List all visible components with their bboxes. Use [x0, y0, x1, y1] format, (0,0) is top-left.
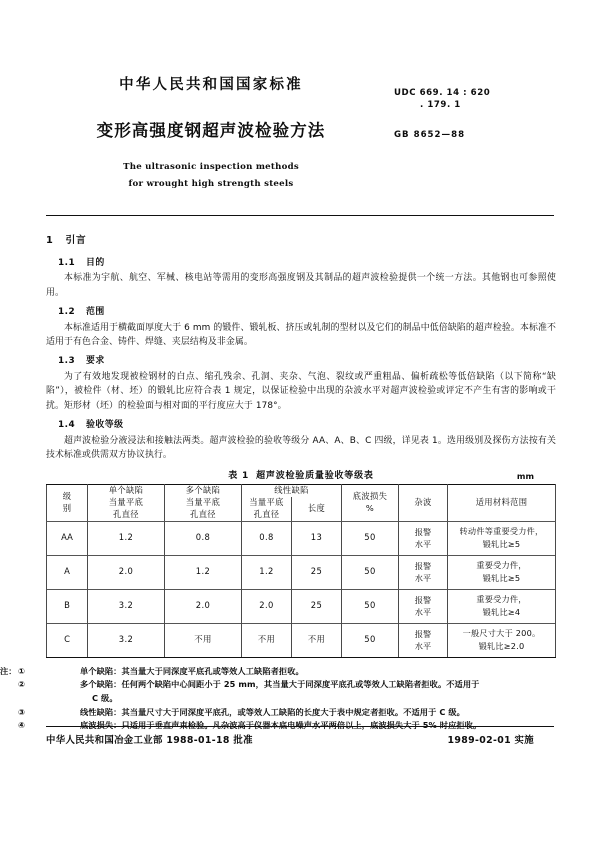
- cell-noise: [399, 623, 448, 657]
- table-note-text: 多个缺陷：任何两个缺陷中心间距小于 25 mm，其当量大于同深度平底孔或等效人工缺陷者拒收。不适用于: [80, 679, 480, 690]
- cell-linear-diameter: 0.8: [242, 521, 292, 555]
- cell-noise-line-2: 水平: [414, 573, 432, 584]
- footer-effective-date: 1989-02-01 实施: [447, 735, 534, 746]
- column-header-multi-defect: [165, 485, 242, 521]
- masthead-code-block: [394, 88, 554, 140]
- cell-noise-line-2: 水平: [414, 607, 432, 618]
- table-note-item: [18, 706, 556, 720]
- column-header-single-defect-sub-2: 孔直径: [113, 508, 139, 519]
- column-header-linear-diameter-line-1: 当量平底: [249, 497, 284, 508]
- standard-organization: 中华人民共和国国家标准: [119, 77, 303, 93]
- column-header-linear-defect: 线性缺陷: [242, 485, 342, 497]
- cell-multi-defect: 0.8: [165, 521, 242, 555]
- table-note-item: [18, 678, 556, 692]
- table-row: [47, 555, 556, 589]
- cell-single-defect: 2.0: [88, 555, 165, 589]
- cell-multi-defect: 1.2: [165, 555, 242, 589]
- udc-number-line-2: . 179. 1: [420, 100, 461, 110]
- page-footer: [46, 732, 554, 748]
- cell-linear-length: 25: [292, 555, 342, 589]
- cell-scope: [448, 521, 556, 555]
- footer-issuer: 中华人民共和国冶金工业部 1988-01-18 批准: [46, 735, 253, 746]
- column-header-linear-length: 长度: [292, 497, 342, 521]
- table-note-mark: ③: [18, 706, 26, 717]
- column-header-linear-diameter: [242, 497, 292, 521]
- subsection-1-3-paragraph: 为了有效地发现被检钢材的白点、缩孔残余、孔洞、夹杂、气泡、裂纹或严重粗晶、偏析疏松等低倍缺陷（以下简称“缺陷”），被检件（材、坯）的锻轧比应符合表 1 规定，以保证检验中出现的杂波水平对超声波检验或评定不产生有害的影响或干扰。矩形材（坯）的检验面与相对面的平行度应大于 178°。: [46, 371, 556, 411]
- table-row: [47, 623, 556, 657]
- cell-linear-length: 不用: [292, 623, 342, 657]
- cell-single-defect: 3.2: [88, 589, 165, 623]
- column-header-multi-defect-title: 多个缺陷: [185, 485, 221, 496]
- subsection-1-3-heading: [46, 354, 556, 368]
- cell-scope-line-1: 转动件等重要受力件，: [459, 525, 544, 536]
- subsection-1-1: [46, 256, 556, 300]
- cell-scope: [448, 555, 556, 589]
- cell-scope-line-2: 锻轧比≥5: [482, 573, 521, 584]
- cell-scope-line-2: 锻轧比≥2.0: [478, 641, 525, 652]
- cell-noise-line-2: 水平: [414, 641, 432, 652]
- subsection-1-2-title: 范围: [86, 307, 105, 318]
- table-note-text: 底波损失：只适用于垂直声束检验。凡杂波高于仪器本底电噪声水平两倍以上，底波损失大于 5% 时应拒收。: [80, 720, 482, 731]
- table-caption-text: 超声波检验质量验收等级表: [256, 471, 374, 482]
- standard-subtitle-line-1: The ultrasonic inspection methods: [123, 162, 299, 172]
- cell-linear-diameter: 2.0: [242, 589, 292, 623]
- table-note-continuation: C 级。: [92, 692, 118, 703]
- cell-single-defect: 3.2: [88, 623, 165, 657]
- column-header-single-defect-sub-1: 当量平底: [108, 497, 144, 508]
- subsection-1-1-title: 目的: [86, 257, 105, 268]
- subsection-1-2-number: 1.2: [58, 307, 76, 318]
- column-header-grade-line-2: 别: [62, 503, 72, 514]
- table-header-row-top: [47, 485, 556, 497]
- column-header-linear-diameter-line-2: 孔直径: [253, 508, 280, 519]
- cell-linear-length: 25: [292, 589, 342, 623]
- standard-code: GB 8652—88: [394, 130, 466, 140]
- cell-scope: [448, 589, 556, 623]
- table-note-text: 单个缺陷：其当量大于同深度平底孔或等效人工缺陷者拒收。: [80, 665, 304, 676]
- subsection-1-1-number: 1.1: [58, 257, 76, 268]
- cell-bottom-echo-loss: 50: [342, 589, 399, 623]
- table-notes: [0, 665, 556, 733]
- cell-noise-line-1: 报警: [414, 628, 432, 639]
- cell-scope-line-1: 重要受力件，: [476, 559, 527, 570]
- table-caption-number: 表 1: [228, 471, 250, 482]
- table-notes-label: 注：: [0, 665, 17, 676]
- cell-linear-diameter: 不用: [242, 623, 292, 657]
- cell-noise-line-2: 水平: [414, 539, 432, 550]
- table-head: [47, 485, 556, 521]
- column-header-multi-defect-sub-1: 当量平底: [185, 497, 221, 508]
- subsection-1-2-paragraph: 本标准适用于横截面厚度大于 6 mm 的锻件、锻轧板、挤压或轧制的型材以及它们的制品中低倍缺陷的超声检验。本标准不适用于有色合金、铸件、焊缝、夹层结构及非金属。: [46, 322, 556, 347]
- cell-noise-line-1: 报警: [414, 594, 432, 605]
- cell-scope: [448, 623, 556, 657]
- subsection-1-1-heading: [46, 256, 556, 270]
- column-header-noise: 杂波: [399, 485, 448, 521]
- document-body: [0, 233, 556, 733]
- subsection-1-1-paragraph: 本标准为宇航、航空、军械、核电站等需用的变形高强度钢及其制品的超声波检验提供一个统一方法。其他钢也可参照使用。: [46, 273, 556, 298]
- udc-number-line-1: UDC 669. 14 : 620: [394, 88, 491, 98]
- subsection-1-4: [46, 418, 556, 462]
- column-header-bottom-echo-loss-line-2: %: [365, 503, 375, 514]
- cell-grade: B: [47, 589, 88, 623]
- cell-scope-line-2: 锻轧比≥4: [482, 607, 521, 618]
- acceptance-grade-table: [46, 484, 556, 657]
- column-header-single-defect: [88, 485, 165, 521]
- cell-noise-line-1: 报警: [414, 560, 432, 571]
- cell-grade: AA: [47, 521, 88, 555]
- table-note-mark: ②: [18, 679, 26, 690]
- masthead-divider: [46, 215, 554, 216]
- cell-noise: [399, 521, 448, 555]
- subsection-1-3-title: 要求: [86, 356, 105, 367]
- subsection-1-4-heading: [46, 418, 556, 432]
- section-number: 1: [46, 235, 54, 246]
- column-header-scope: 适用材料范围: [448, 485, 556, 521]
- column-header-bottom-echo-loss-line-1: 底波损失: [352, 491, 388, 502]
- cell-multi-defect: 不用: [165, 623, 242, 657]
- cell-bottom-echo-loss: 50: [342, 623, 399, 657]
- table-unit-label: mm: [516, 471, 534, 482]
- table-note-text: 线性缺陷：其当量尺寸大于同深度平底孔，或等效人工缺陷的长度大于表中规定者拒收。不适用于 C 级。: [80, 706, 465, 717]
- table-caption: [46, 469, 556, 484]
- cell-scope-line-1: 重要受力件，: [476, 593, 527, 604]
- cell-linear-diameter: 1.2: [242, 555, 292, 589]
- table-caption-row: [46, 469, 556, 483]
- column-header-single-defect-title: 单个缺陷: [108, 485, 144, 496]
- column-header-grade: [47, 485, 88, 521]
- cell-noise: [399, 589, 448, 623]
- cell-linear-length: 13: [292, 521, 342, 555]
- cell-multi-defect: 2.0: [165, 589, 242, 623]
- table-row: [47, 589, 556, 623]
- column-header-multi-defect-sub-2: 孔直径: [190, 508, 216, 519]
- section-heading: [46, 233, 556, 249]
- subsection-1-4-paragraph: 超声波检验分液浸法和接触法两类。超声波检验的验收等级分 AA、A、B、C 四级，详见表 1。选用级别及探伤方法按有关技术标准或供需双方协议执行。: [46, 435, 556, 460]
- table-row: [47, 521, 556, 555]
- cell-noise-line-1: 报警: [414, 526, 432, 537]
- column-header-grade-line-1: 级: [62, 491, 72, 502]
- column-header-bottom-echo-loss: [342, 485, 399, 521]
- masthead-title-block: [46, 78, 376, 193]
- table-note-mark: ④: [18, 720, 26, 731]
- subsection-1-3: [46, 354, 556, 413]
- section-title: 引言: [65, 235, 87, 246]
- table-note-mark: ①: [18, 665, 26, 676]
- cell-bottom-echo-loss: 50: [342, 521, 399, 555]
- table-note-item: [0, 665, 556, 679]
- footer-divider: [46, 726, 554, 727]
- subsection-1-2: [46, 305, 556, 349]
- subsection-1-4-number: 1.4: [58, 420, 76, 431]
- standard-title: 变形高强度钢超声波检验方法: [96, 120, 326, 140]
- cell-single-defect: 1.2: [88, 521, 165, 555]
- cell-noise: [399, 555, 448, 589]
- subsection-1-3-number: 1.3: [58, 356, 76, 367]
- table-body: [47, 521, 556, 657]
- standard-subtitle-line-2: for wrought high strength steels: [128, 178, 294, 189]
- subsection-1-4-title: 验收等级: [86, 420, 124, 431]
- standard-subtitle: [46, 159, 376, 193]
- subsection-1-2-heading: [46, 305, 556, 319]
- cell-scope-line-1: 一般尺寸大于 200。: [462, 627, 541, 638]
- cell-bottom-echo-loss: 50: [342, 555, 399, 589]
- cell-grade: A: [47, 555, 88, 589]
- cell-grade: C: [47, 623, 88, 657]
- masthead: [46, 78, 554, 206]
- cell-scope-line-2: 锻轧比≥5: [482, 539, 521, 550]
